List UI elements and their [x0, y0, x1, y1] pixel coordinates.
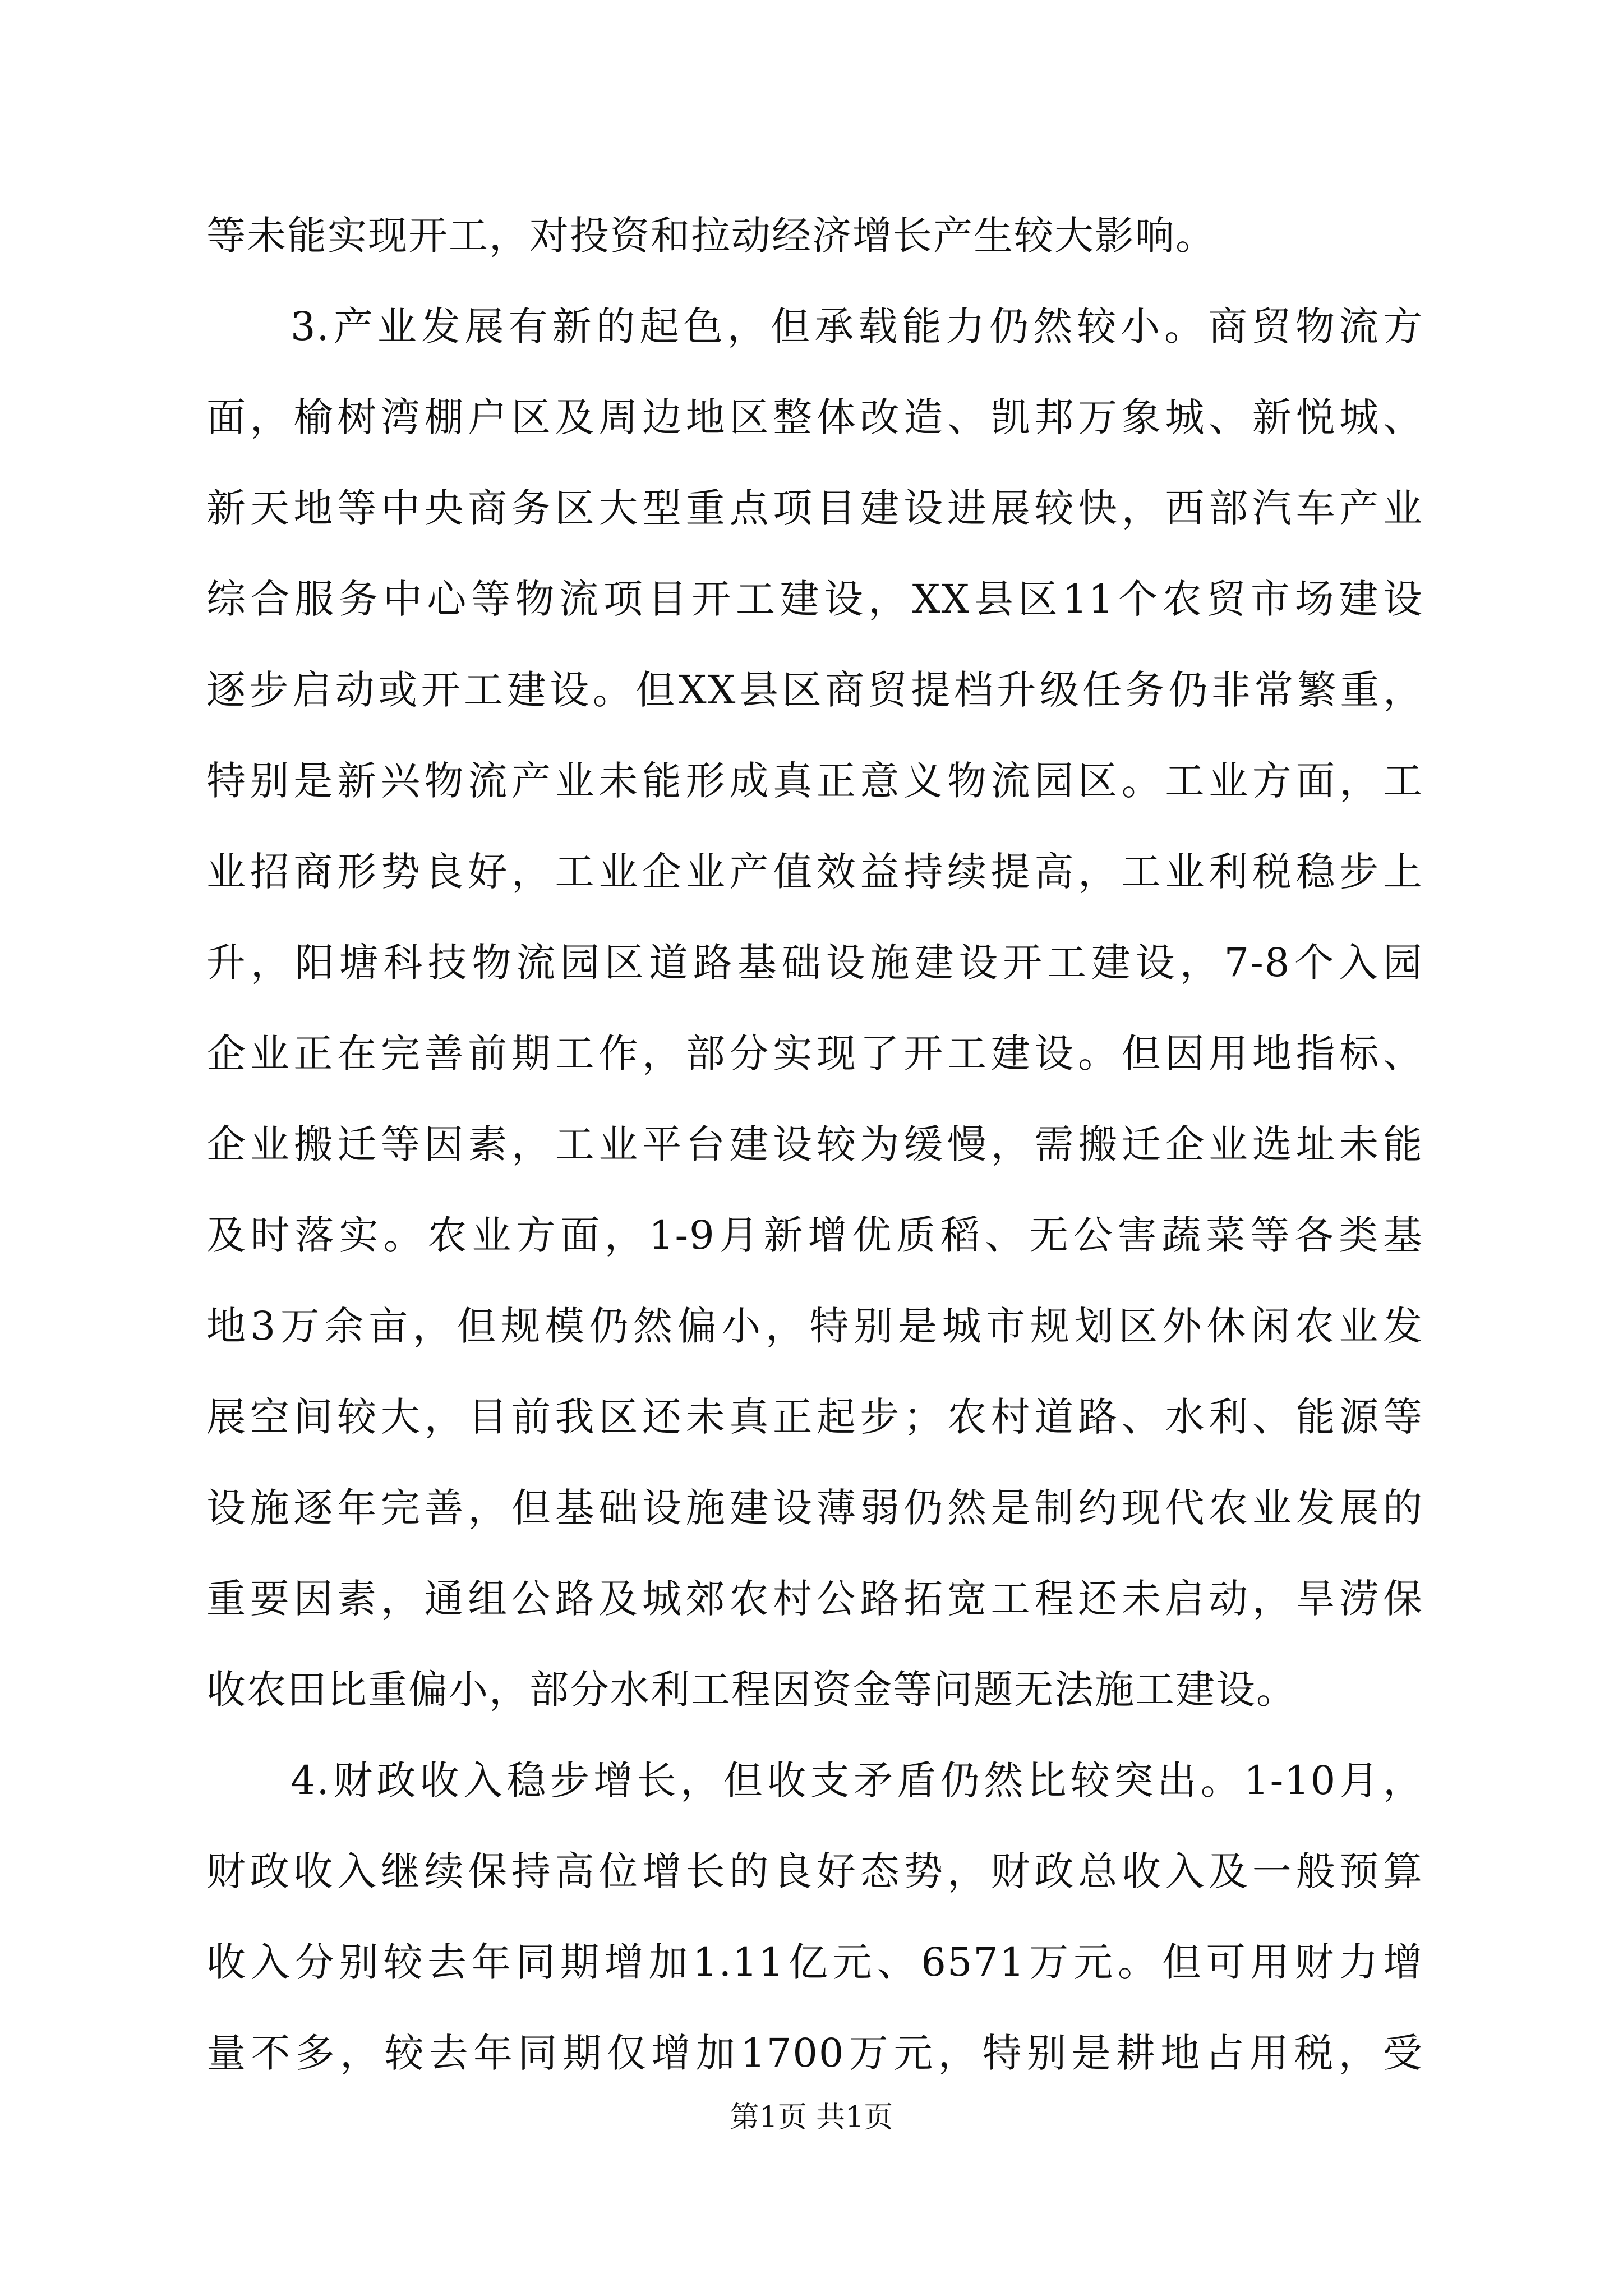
text-line: 升，阳塘科技物流园区道路基础设施建设开工建设，7-8个入园 [206, 940, 1423, 986]
text-line: 面，榆树湾棚户区及周边地区整体改造、凯邦万象城、新悦城、 [206, 394, 1423, 440]
text-line: 业招商形势良好，工业企业产值效益持续提高，工业利税稳步上 [206, 849, 1423, 895]
text-line: 综合服务中心等物流项目开工建设，XX县区11个农贸市场建设 [206, 576, 1423, 622]
page-number-label: 第1页 共1页 [730, 2101, 893, 2134]
text-line: 量不多，较去年同期仅增加1700万元，特别是耕地占用税，受 [206, 2030, 1423, 2076]
text-line: 企业搬迁等因素，工业平台建设较为缓慢，需搬迁企业选址未能 [206, 1121, 1423, 1167]
text-line: 重要因素，通组公路及城郊农村公路拓宽工程还未启动，旱涝保 [206, 1576, 1423, 1622]
text-line: 新天地等中央商务区大型重点项目建设进展较快，西部汽车产业 [206, 485, 1423, 531]
text-line: 4.财政收入稳步增长，但收支矛盾仍然比较突出。1-10月， [291, 1757, 1423, 1803]
text-line: 收农田比重偏小，部分水利工程因资金等问题无法施工建设。 [206, 1667, 1297, 1713]
page-footer [0, 2098, 1623, 2137]
text-line: 展空间较大，目前我区还未真正起步；农村道路、水利、能源等 [206, 1394, 1423, 1440]
text-line: 设施逐年完善，但基础设施建设薄弱仍然是制约现代农业发展的 [206, 1485, 1423, 1531]
text-line: 财政收入继续保持高位增长的良好态势，财政总收入及一般预算 [206, 1848, 1423, 1894]
text-line: 等未能实现开工，对投资和拉动经济增长产生较大影响。 [206, 213, 1216, 259]
text-line: 及时落实。农业方面，1-9月新增优质稻、无公害蔬菜等各类基 [206, 1212, 1423, 1258]
text-line: 特别是新兴物流产业未能形成真正意义物流园区。工业方面，工 [206, 758, 1423, 804]
text-line: 逐步启动或开工建设。但XX县区商贸提档升级任务仍非常繁重， [206, 667, 1423, 713]
text-line: 企业正在完善前期工作，部分实现了开工建设。但因用地指标、 [206, 1030, 1423, 1076]
text-line: 3.产业发展有新的起色，但承载能力仍然较小。商贸物流方 [291, 303, 1423, 349]
text-line: 地3万余亩，但规模仍然偏小，特别是城市规划区外休闲农业发 [206, 1303, 1423, 1349]
text-line: 收入分别较去年同期增加1.11亿元、6571万元。但可用财力增 [206, 1939, 1423, 1985]
